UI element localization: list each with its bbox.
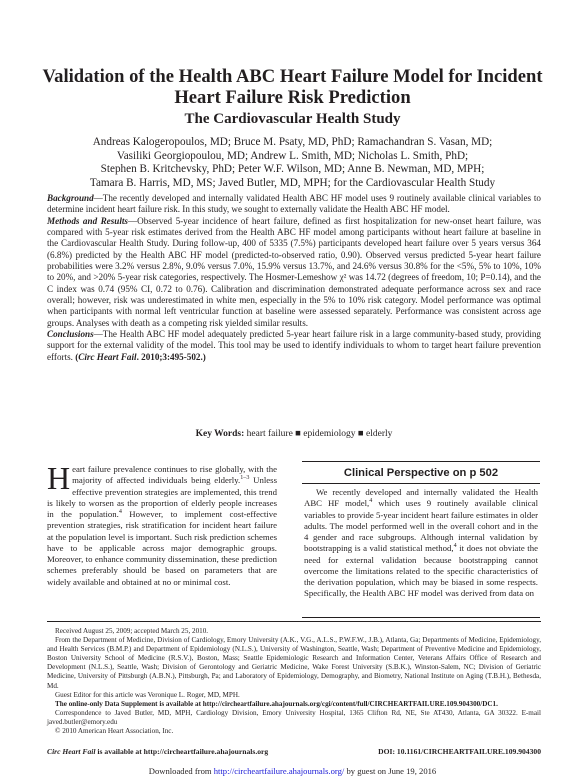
abstract-conclusions xyxy=(47,329,541,363)
abstract xyxy=(47,193,541,363)
correspondence: Correspondence to Javed Butler, MD, MPH, Cardiology Division, Emory University Hospital, 1365 Clifton Rd, NE, Ste AT430, Atlanta, GA 30322. E-mail javed.butler@emory.edu xyxy=(47,708,541,726)
author-line: Vasiliki Georgiopoulou, MD; Andrew L. Smith, MD; Nicholas L. Smith, PhD; xyxy=(116,149,469,162)
author-line: Stephen B. Kritchevsky, PhD; Peter W.F. Wilson, MD; Anne B. Newman, MD, MPH; xyxy=(100,163,485,175)
article-subtitle: The Cardiovascular Health Study xyxy=(184,111,401,127)
keywords-label: Key Words: xyxy=(195,429,245,439)
journal-availability: Circ Heart Fail is available at http://circheartfailure.ahajournals.org xyxy=(47,747,269,756)
download-notice: Downloaded from http://circheartfailure.ahajournals.org/ by guest on June 19, 2016 xyxy=(148,766,437,776)
abstract-background xyxy=(47,193,541,216)
citation-journal: Circ Heart Fail xyxy=(78,351,137,362)
download-link[interactable]: http://circheartfailure.ahajournals.org/ xyxy=(213,766,345,776)
drop-cap: H xyxy=(47,460,71,496)
data-supplement-note: The online-only Data Supplement is available at http://circheartfailure.ahajournals.org/cgi/content/full/CIRCHEARTFAILURE.109.904300/DC1. xyxy=(55,699,498,708)
footnotes xyxy=(47,627,541,736)
conclusions-text: —The Health ABC HF model adequately predicted 5-year heart failure risk in a large community-based study, providing support for the external validity of the model. This tool may be used to identify individuals to whom to target heart failure prevention efforts. xyxy=(47,329,541,362)
affiliations: From the Department of Medicine, Division of Cardiology, Emory University (A.K., V.G., A.L.S., P.W.F.W., J.B.), Atlanta, Ga; Departments of Medicine, Epidemiology, and Health Services (B.M.P.) and Department of Epidemiology (N.L.S.), University of Washington, Seattle, Wash; Department of Preventive Medicine and Epidemiology, Boston University School of Medicine (R.S.V.), Boston, Mass; Seattle Epidemiologic Research and Information Center, Veterans Affairs Office of Research and Development (N.L.S.), Seattle, Wash; Division of Gerontology and Geriatric Medicine, Wake Forest University (S.B.K.), Winston-Salem, NC; Division of Geriatric Medicine, University of Pittsburgh (A.B.N.), Pittsburgh, Pa; and Laboratory of Epidemiology, Demography, and Biometry, National Institute on Aging (T.B.H.), Bethesda, Md. xyxy=(47,636,541,690)
conclusions-label: Conclusions xyxy=(47,329,94,340)
footnote-divider xyxy=(47,621,541,622)
clinical-perspective-box xyxy=(302,461,540,618)
clinical-perspective-title: Clinical Perspective on p 502 xyxy=(343,467,499,479)
article-title: Validation of the Health ABC Heart Failure Model for Incident Heart Failure Risk Prediction xyxy=(42,66,543,108)
author-line: Tamara B. Harris, MD, MS; Javed Butler, MD, MPH; for the Cardiovascular Health Study xyxy=(89,176,496,189)
citation: (Circ Heart Fail. 2010;3:495-502.) xyxy=(75,351,206,362)
clinical-perspective-text: We recently developed and internally validated the Health ABC HF model,$^4$ which uses 9 routinely available clinical variables to provide 5-year incident heart failure estimates in older adults. The model performed well in the overall cohort and in the 4 gender and race subgroups. Although internal validation by bootstrapping is a valid statistical method,$^4$ it does not obviate the need for external validation because bootstrapping cannot overcome the limitations related to the specific characteristics of the derivation population, which may be biased in some respects. Specifically, the Health ABC HF model was derived from data on xyxy=(304,487,538,599)
intro-column xyxy=(47,460,277,588)
keywords xyxy=(47,428,541,440)
background-label: Background xyxy=(47,193,94,203)
received-date: Received August 25, 2009; accepted March 25, 2010. xyxy=(55,627,209,635)
author-line: Andreas Kalogeropoulos, MD; Bruce M. Psaty, MD, PhD; Ramachandran S. Vasan, MD; xyxy=(92,136,493,148)
methods-text: —Observed 5-year incidence of heart failure, defined as first hospitalization for new-onset heart failure, was compared with 5-year risk estimates derived from the Health ABC HF model among participants without heart failure at baseline in the Cardiovascular Health Study. During follow-up, 400 of 5335 (7.5%) participants developed heart failure over 5 years versus 364 (6.8%) predicted by the Health ABC HF model (predicted-to-observed ratio, 0.90). Observed versus predicted 5-year heart failure probabilities were 3.2% versus 2.8%, 9.0% versus 7.0%, 15.9% versus 13.7%, and 24.6% versus 30.8% for the <5%, 5% to 10%, 10% to 20%, and >20% 5-year risk categories, respectively. The Hosmer-Lemeshow χ² was 14.72 (degrees of freedom, 10; P=0.14), and the C index was 0.74 (95% CI, 0.72 to 0.76). Calibration and discrimination demonstrated adequate performance across sex and race overall; however, risk was underestimated in white men, especially in the 5% to 10% risk category. Model performance was optimal when participants with normal left ventricular function at baseline were assessed separately. Performance was consistent across age groups. Analyses with death as a competing risk yielded similar results. xyxy=(47,215,541,328)
citation-sup: 4 xyxy=(118,509,122,516)
intro-paragraph: Heart failure prevalence continues to rise globally, with the majority of affected individuals being elderly.$^{1-3}$ Unless effective prevention strategies are implemented, this trend is likely to worsen as the proportion of elderly people increases in the population.$^4$ However, to implement cost-effective prevention strategies, risk stratification for incident heart failure at the population level is important. Such risk prediction schemes have to be applicable across major demographic groups. Moreover, to enhance community dissemination, these prediction schemes preferably should be based on parameters that are widely available and obtained at no or minimal cost. xyxy=(47,460,277,587)
doi: DOI: 10.1161/CIRCHEARTFAILURE.109.904300 xyxy=(378,747,541,756)
abstract-methods xyxy=(47,216,541,329)
keywords-text: heart failure ■ epidemiology ■ elderly xyxy=(246,429,393,439)
background-text: —The recently developed and internally validated Health ABC HF model uses 9 routinely available clinical variables to determine incident heart failure risk. In this study, we sought to externally validate the Health ABC HF model. xyxy=(47,193,541,215)
copyright: © 2010 American Heart Association, Inc. xyxy=(55,727,174,736)
methods-label: Methods and Results xyxy=(47,215,128,226)
guest-editor: Guest Editor for this article was Veronique L. Roger, MD, MPH. xyxy=(55,690,240,699)
citation-sup: 1–3 xyxy=(240,475,250,482)
author-list xyxy=(70,136,515,190)
